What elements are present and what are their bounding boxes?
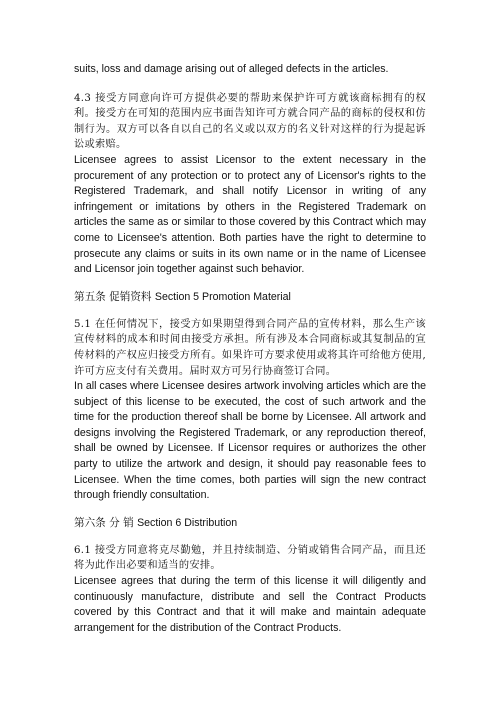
section-5-heading-zh: 第五条 促销资料	[74, 290, 155, 303]
section-6-heading-en: Section 6 Distribution	[137, 516, 238, 529]
clause-4-3-english: Licensee agrees to assist Licensor to the extent necessary in the procurement of any protection or to protect any of Licensor's rights to the Registered Trademark, and shall notify Licensor in writing of any infringement or imitations by others in the Registered Trademark on articles the same as or similar to those covered by this Contract which may come to Licensee's attention. Both parties have the right to determine to prosecute any claims or suits in its own name or in the name of Licensee and Licensor join together against such behavior.	[74, 153, 426, 276]
clause-5-1-english: In all cases where Licensee desires artwork involving articles which are the subject of this license to be executed, the cost of such artwork and the time for the production thereof shall be borne by Licensee. All artwork and designs involving the Registered Trademark, or any reproduction thereof, shall be owned by Licensee. If Licensor requires or authorizes the other party to utilize the artwork and design, it should pay reasonable fees to Licensee. When the time comes, both parties will sign the new contract through friendly consultation.	[74, 380, 426, 502]
clause-6-1-english: Licensee agrees that during the term of this license it will diligently and continuously manufacture, distribute and sell the Contract Products covered by this Contract and that it will make and maintain adequate arrangement for the distribution of the Contract Products.	[74, 575, 426, 634]
section-5-heading-en: Section 5 Promotion Material	[154, 290, 291, 303]
section-5-heading	[74, 290, 426, 305]
paragraph-continuation: suits, loss and damage arising out of alleged defects in the articles.	[74, 63, 389, 75]
section-6-heading-zh: 第六条 分 销	[74, 516, 138, 529]
document-page	[74, 62, 426, 636]
clause-6-1-chinese: 6.1 接受方同意将克尽勤勉，并且持续制造、分销或销售合同产品，而且还将为此作出必要和适当的安排。	[74, 544, 426, 572]
section-6-heading	[74, 516, 426, 531]
clause-4-3-chinese: 4.3 接受方同意向许可方提供必要的帮助来保护许可方就该商标拥有的权利。接受方在可知的范围内应书面告知许可方就合同产品的商标的侵权和仿制行为。双方可以各自以自己的名义或以双方的名义针对这样的行为提起诉讼或索赔。	[74, 92, 426, 151]
clause-5-1-chinese: 5.1 在任何情况下，接受方如果期望得到合同产品的宣传材料，那么生产该宣传材料的成本和时间由接受方承担。所有涉及本合同商标或其复制品的宣传材料的产权应归接受方所有。如果许可方要求使用或将其许可给他方使用,许可方应支付有关费用。届时双方可另行协商签订合同。	[74, 318, 426, 377]
